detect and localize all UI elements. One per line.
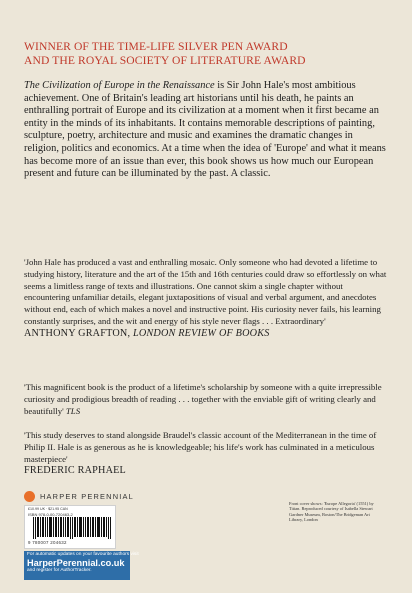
quote-source: LONDON REVIEW OF BOOKS: [132, 327, 270, 339]
promo-text-1: For automatic updates on your favourite authors visit: [27, 552, 139, 557]
promo-text-2: and register for AuthorTracker.: [27, 568, 92, 573]
book-blurb: [24, 80, 390, 181]
publisher-name: HARPER PERENNIAL: [40, 491, 134, 501]
review-quote-grafton: [24, 257, 390, 340]
price-label: £10.99 UK · $21.95 CAN: [28, 507, 68, 511]
quote-author: FREDERIC RAPHAEL: [24, 465, 126, 477]
barcode-number: 9 780007 204632: [28, 540, 67, 545]
book-title: The Civilization of Europe in the Renaissance: [24, 80, 215, 91]
award-line-2: AND THE ROYAL SOCIETY OF LITERATURE AWARD: [24, 53, 306, 67]
blurb-text: is Sir John Hale's most ambitious achievement. One of Britain's leading art historians until his death, he paints an enthralling portrait of Europe and its civilization at a moment when it first became an entity in the minds of its inhabitants. It contains memorable descriptions of painting, sculpture, poetry, architecture and music and examines the dramatic changes in religion, politics and economics. At a time when the idea of 'Europe' and what it means has become more of an issue than ever, this book shows us how much our European present and future can be illuminated by the past. A classic.: [24, 80, 386, 180]
review-quote-tls: [24, 382, 390, 417]
quote-author: ANTHONY GRAFTON, LONDON REVIEW OF BOOKS: [24, 327, 270, 339]
publisher-imprint: [24, 488, 134, 504]
barcode-icon: [33, 517, 111, 539]
quote-text: 'This study deserves to stand alongside Braudel's classic account of the Mediterranean in the time of Philip II. Hale is as generous as he is knowledgeable; his life's work has culminated in a meticulous masterpiece': [24, 430, 377, 464]
quote-text: 'John Hale has produced a vast and enthralling mosaic. Only someone who had devoted a lifetime to studying history, literature and the art of the 15th and 16th centuries could draw so effortlessly on what seems a limitless range of texts and illustrations. One cannot skim a single chapter without encountering unfamiliar details, elegant juxtapositions of visual and verbal argument, and anecdotes without end, each of which makes a novel and instructive point. His curiosity never fails, his learning constantly surprises, and the wit and energy of his style never flags . . . Extraordinary': [24, 257, 387, 326]
review-quote-raphael: [24, 430, 390, 477]
promo-url-link[interactable]: HarperPerennial.co.uk: [27, 558, 125, 568]
publisher-logo-icon: [24, 491, 35, 502]
cover-credit: Front cover shows: 'Europe Allegoria' (1551) by Titian. Reproduced courtesy of Isabella Stewart Gardner Museum, Boston/The Bridgeman Art Library, London: [289, 501, 374, 523]
award-line-1: WINNER OF THE TIME-LIFE SILVER PEN AWARD: [24, 40, 288, 53]
author-tracker-promo[interactable]: [24, 551, 139, 580]
quote-text: 'This magnificent book is the product of a lifetime's scholarship by someone with a quite irrepressible curiosity and prodigious breadth of reading . . . together with the enviable gift of writing clearly and beautifully': [24, 382, 382, 416]
award-heading: [24, 40, 388, 67]
isbn-label: ISBN 978-0-00-720463-2: [28, 512, 73, 517]
barcode-panel: [24, 505, 116, 549]
quote-source: TLS: [65, 405, 81, 416]
